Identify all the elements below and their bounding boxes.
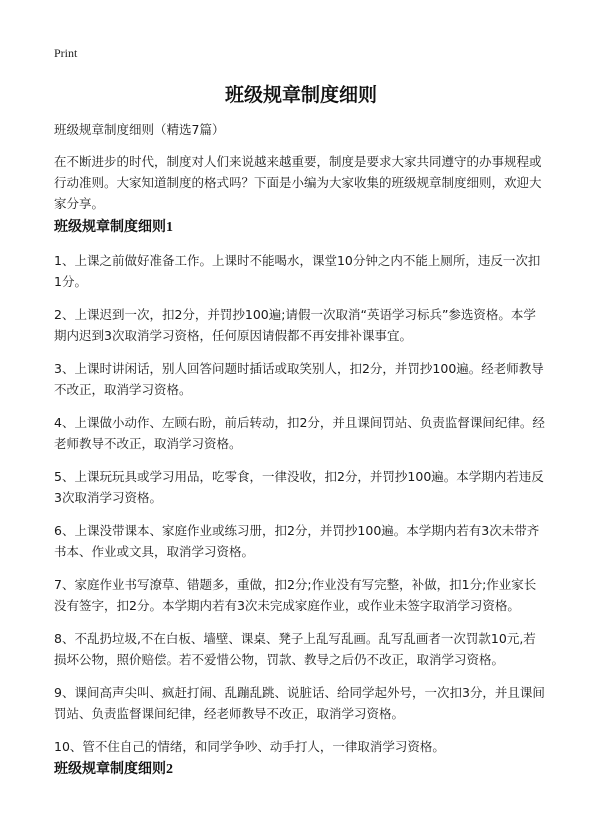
rule-item: 1、上课之前做好准备工作。上课时不能喝水，课堂10分钟之内不能上厕所，违反一次扣1分。 [54,253,541,289]
rule-item: 5、上课玩玩具或学习用品，吃零食，一律没收，扣2分，并罚抄100遍。本学期内若违反3次取消学习资格。 [54,469,544,505]
rules-list [54,250,548,769]
document-subtitle: 班级规章制度细则（精选7篇） [54,122,225,137]
rule-item: 4、上课做小动作、左顾右盼，前后转动，扣2分，并且课间罚站、负责监督课间纪律。经老师教导不改正，取消学习资格。 [54,415,545,451]
rule-item: 10、管不住自己的情绪，和同学争吵、动手打人，一律取消学习资格。 [54,739,445,754]
page-title: 班级规章制度细则 [224,84,377,106]
rule-item: 3、上课时讲闲话，别人回答问题时插话或取笑别人，扣2分，并罚抄100遍。经老师教导不改正，取消学习资格。 [54,361,544,397]
section-heading-1: 班级规章制度细则1 [54,220,173,235]
rule-item: 7、家庭作业书写潦草、错题多，重做，扣2分;作业没有写完整，补做，扣1分;作业家长没有签字，扣2分。本学期内若有3次未完成家庭作业，或作业未签字取消学习资格。 [54,577,537,613]
intro-paragraph [54,151,548,214]
rule-item: 8、不乱扔垃圾,不在白板、墙壁、课桌、凳子上乱写乱画。乱写乱画者一次罚款10元,若损坏公物，照价赔偿。若不爱惜公物，罚款、教导之后仍不改正，取消学习资格。 [54,631,536,667]
print-label: Print [54,46,78,60]
rule-item: 6、上课没带课本、家庭作业或练习册，扣2分，并罚抄100遍。本学期内若有3次未带齐书本、作业或文具，取消学习资格。 [54,523,540,559]
intro-text: 在不断进步的时代，制度对人们来说越来越重要，制度是要求大家共同遵守的办事规程或行动准则。大家知道制度的格式吗？下面是小编为大家收集的班级规章制度细则，欢迎大家分享。 [54,154,542,211]
section-heading-2: 班级规章制度细则2 [54,762,173,777]
rule-item: 9、课间高声尖叫、疯赶打闹、乱蹦乱跳、说脏话、给同学起外号，一次扣3分，并且课间罚站、负责监督课间纪律，经老师教导不改正，取消学习资格。 [54,685,545,721]
rule-item: 2、上课迟到一次，扣2分，并罚抄100遍;请假一次取消“英语学习标兵”参选资格。本学期内迟到3次取消学习资格，任何原因请假都不再安排补课事宜。 [54,307,536,343]
